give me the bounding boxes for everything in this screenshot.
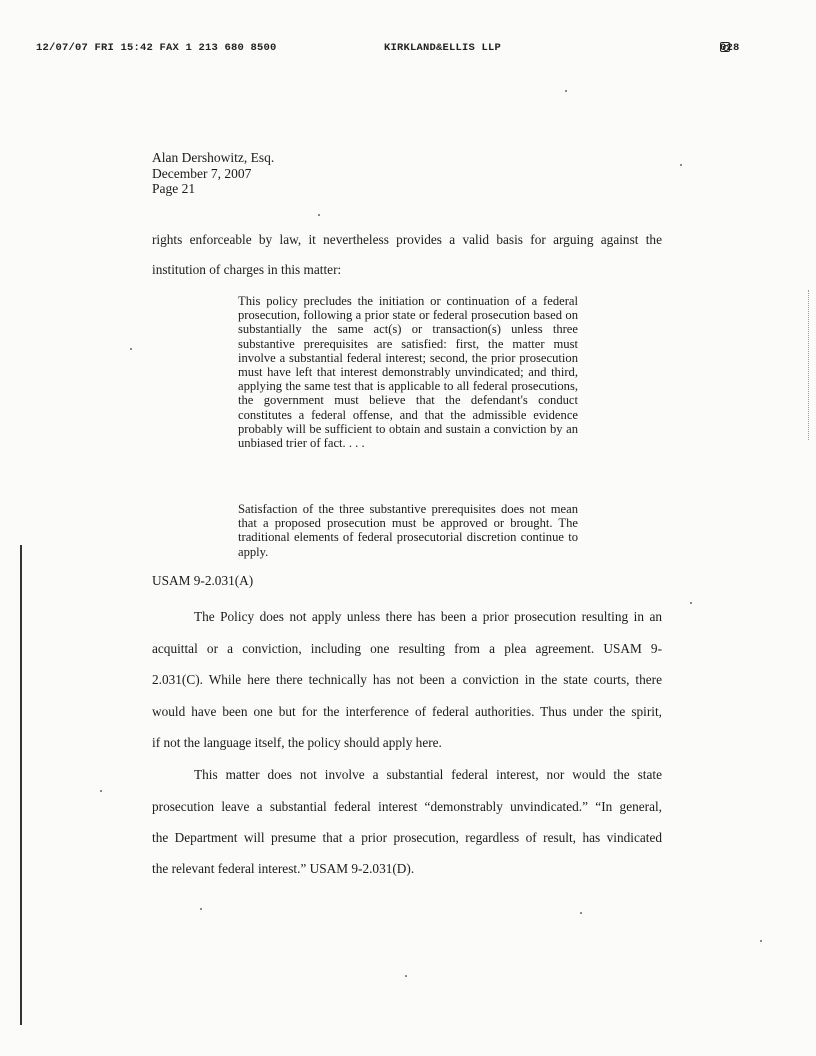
scan-speck xyxy=(405,975,407,977)
scan-speck xyxy=(565,90,567,92)
scan-speck xyxy=(100,790,102,792)
paragraph-1-line-5: if not the language itself, the policy should apply here. xyxy=(152,735,442,750)
scan-speck xyxy=(680,164,682,166)
quote-paragraph-2: Satisfaction of the three substantive prerequisites does not mean that a proposed prosecution must be approved or brought. The traditional elements of federal prosecutorial discretion continue to apply. xyxy=(238,502,578,559)
scan-speck xyxy=(318,214,320,216)
fax-header xyxy=(0,42,816,58)
scan-margin-bar xyxy=(20,545,22,1025)
paragraph-1-line-4: would have been one but for the interference of federal authorities. Thus under the spirit, xyxy=(152,704,662,719)
citation: USAM 9-2.031(A) xyxy=(152,573,254,588)
letter-date: December 7, 2007 xyxy=(152,165,252,181)
paragraph-2-line-4: the relevant federal interest.” USAM 9-2.031(D). xyxy=(152,861,415,876)
paragraph-2-line-3: the Department will presume that a prior prosecution, regardless of result, has vindicated xyxy=(152,830,662,845)
intro-line-1: rights enforceable by law, it nevertheless provides a valid basis for arguing against the xyxy=(152,232,662,247)
letterhead xyxy=(152,150,274,197)
quote-paragraph-1: This policy precludes the initiation or continuation of a federal prosecution, following a prior state or federal prosecution based on substantially the same act(s) or transaction(s) unless three substantive prerequisites are satisfied: first, the matter must involve a substantial federal interest; second, the prior prosecution must have left that interest demonstrably unvindicated; and third, applying the same test that is applicable to all federal prosecutions, the government must believe that the defendant's conduct constitutes a federal offense, and that the admissible evidence probably will be sufficient to obtain and sustain a conviction by an unbiased trier of fact. . . . xyxy=(238,294,578,451)
recipient-name: Alan Dershowitz, Esq. xyxy=(152,150,275,165)
scan-dotted-edge xyxy=(808,290,810,440)
scan-speck xyxy=(580,912,582,914)
page-label: Page 21 xyxy=(152,181,196,196)
scan-speck xyxy=(200,908,202,910)
scan-speck xyxy=(690,602,692,604)
paragraph-2-line-2: prosecution leave a substantial federal interest “demonstrably unvindicated.” “In general, xyxy=(152,799,662,814)
paragraph-2-line-1: This matter does not involve a substantial federal interest, nor would the state xyxy=(194,767,662,782)
paragraph-1-line-2: acquittal or a conviction, including one resulting from a plea agreement. USAM 9- xyxy=(152,641,662,656)
paragraph-1-line-1: The Policy does not apply unless there has been a prior prosecution resulting in an xyxy=(194,609,662,624)
scan-speck xyxy=(130,348,132,350)
fax-page-number: 028 xyxy=(720,42,740,54)
scan-speck xyxy=(760,940,762,942)
fax-header-firm-name: KIRKLAND&ELLIS LLP xyxy=(384,42,502,54)
intro-line-2: institution of charges in this matter: xyxy=(152,262,342,277)
paragraph-1-line-3: 2.031(C). While here there technically has not been a conviction in the state courts, there xyxy=(152,672,662,687)
fax-header-datetime-number: 12/07/07 FRI 15:42 FAX 1 213 680 8500 xyxy=(36,42,277,54)
